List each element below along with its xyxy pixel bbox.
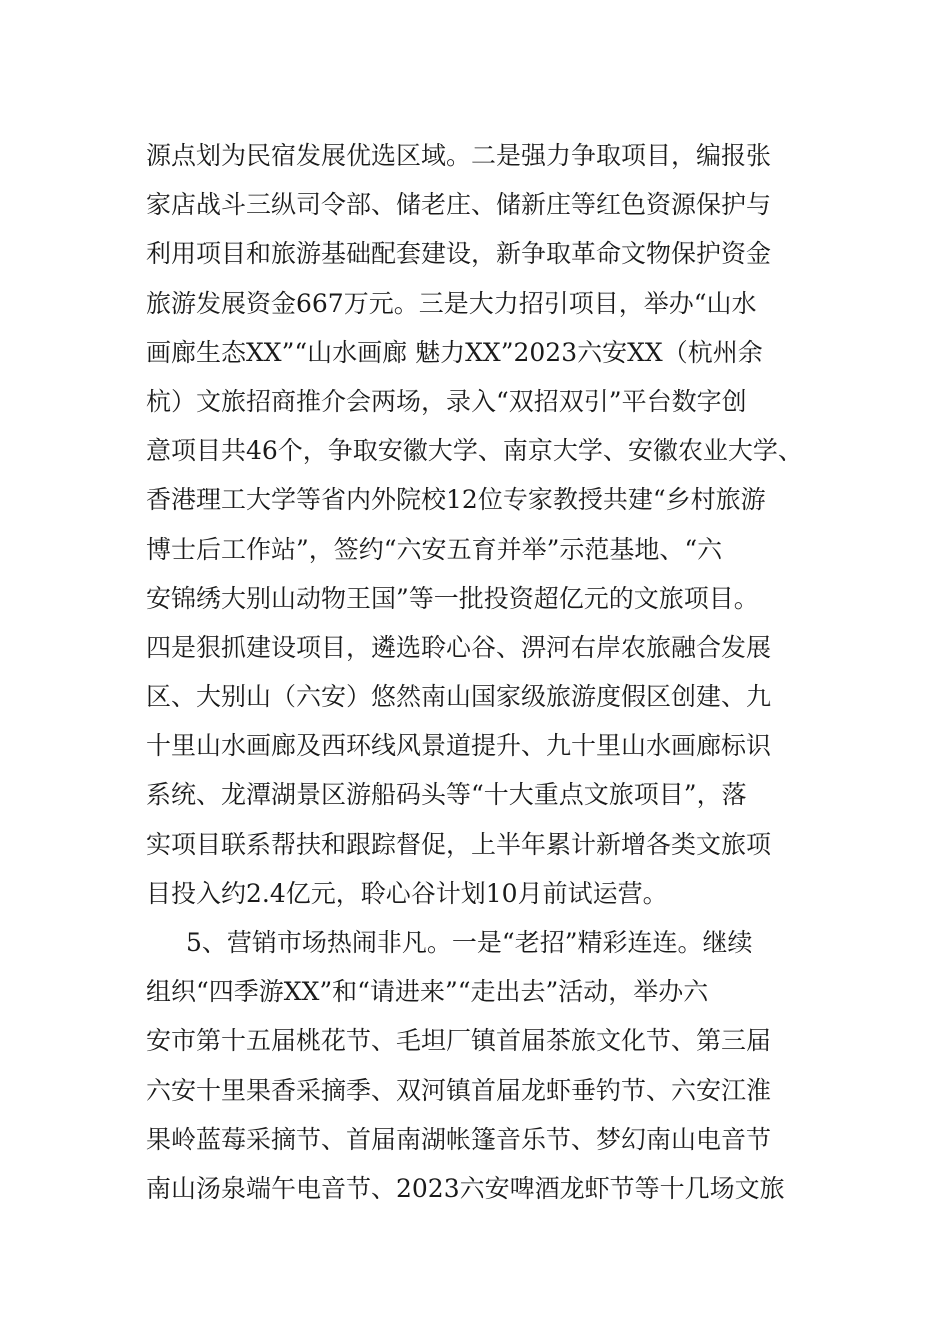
text-line: 果岭蓝莓采摘节、首届南湖帐篷音乐节、梦幻南山电音节	[146, 1124, 772, 1154]
section-heading-line: 5、营销市场热闹非凡。一是“老招”精彩连连。继续	[186, 928, 753, 957]
text-line: 家店战斗三纵司令部、储老庄、储新庄等红色资源保护与	[146, 190, 772, 220]
text-line: 杭）文旅招商推介会两场，录入“双招双引”平台数字创	[146, 386, 747, 416]
text-line: 实项目联系帮扶和跟踪督促，上半年累计新增各类文旅项	[146, 829, 772, 859]
text-line: 十里山水画廊及西环线风景道提升、九十里山水画廊标识	[146, 731, 772, 761]
text-line: 组织“四季游XX”和“请进来”“走出去”活动，举办六	[146, 977, 709, 1007]
text-line: 南山汤泉端午电音节、2023六安啤酒龙虾节等十几场文旅	[146, 1173, 785, 1203]
body-text	[146, 131, 846, 1213]
text-line: 旅游发展资金667万元。三是大力招引项目，举办“山水	[146, 288, 757, 318]
text-line: 六安十里果香采摘季、双河镇首届龙虾垂钓节、六安江淮	[146, 1075, 772, 1105]
text-line: 意项目共46个，争取安徽大学、南京大学、安徽农业大学、	[146, 436, 803, 466]
text-line: 画廊生态XX”“山水画廊 魅力XX”2023六安XX（杭州余	[146, 337, 763, 367]
text-line: 四是狠抓建设项目，遴选聆心谷、淠河右岸农旅融合发展	[146, 632, 772, 662]
text-line: 区、大别山（六安）悠然南山国家级旅游度假区创建、九	[146, 682, 772, 712]
text-line: 源点划为民宿发展优选区域。二是强力争取项目，编报张	[146, 141, 772, 170]
text-line: 目投入约2.4亿元，聆心谷计划10月前试运营。	[146, 878, 668, 908]
text-line: 安市第十五届桃花节、毛坦厂镇首届茶旅文化节、第三届	[146, 1026, 772, 1056]
text-line: 利用项目和旅游基础配套建设，新争取革命文物保护资金	[146, 239, 772, 269]
text-line: 博士后工作站”，签约“六安五育并举”示范基地、“六	[146, 534, 723, 564]
text-line: 香港理工大学等省内外院校12位专家教授共建“乡村旅游	[146, 485, 766, 515]
text-line: 系统、龙潭湖景区游船码头等“十大重点文旅项目”，落	[146, 780, 747, 810]
text-line: 安锦绣大别山动物王国”等一批投资超亿元的文旅项目。	[146, 583, 759, 613]
